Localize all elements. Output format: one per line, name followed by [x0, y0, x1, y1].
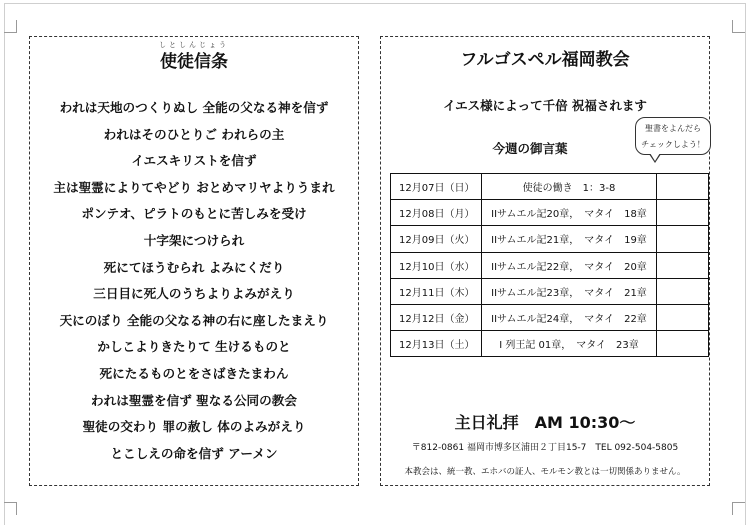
- creed-line: 十字架につけられ: [143, 232, 245, 248]
- creed-line: 聖徒の交わり 罪の赦し 体のよみがえり: [82, 419, 306, 435]
- date-cell: 12月13日（土）: [391, 331, 482, 357]
- check-cell: [657, 226, 709, 252]
- greeting: イエス様によって千倍 祝福されます: [443, 98, 647, 113]
- reading-cell: 使徒の働き 1：3-8: [481, 174, 656, 200]
- page-edge: [4, 3, 746, 4]
- table-row: [391, 200, 709, 226]
- bulletin-panel: [380, 36, 710, 486]
- weekly-word-title: 今週の御言葉: [492, 141, 568, 156]
- date-cell: 12月12日（金）: [391, 304, 482, 330]
- bubble-line: チェックしよう！: [641, 140, 705, 149]
- creed-title: 使徒信条: [160, 52, 228, 72]
- creed-text: [30, 95, 358, 467]
- creed-line: 死にてほうむられ よみにくだり: [103, 259, 285, 275]
- crop-mark: [732, 20, 745, 33]
- creed-line: 死にたるものとをさばきたまわん: [99, 365, 289, 381]
- service-time: 主日礼拝 AM 10:30～: [454, 413, 636, 432]
- reading-cell: IIサムエル記22章， マタイ 20章: [481, 252, 656, 278]
- check-cell: [657, 252, 709, 278]
- creed-title-ruby: しとしんじょう: [159, 41, 229, 49]
- page-edge: [4, 3, 5, 525]
- creed-line: とこしえの命を信ず アーメン: [110, 445, 278, 461]
- creed-line: 三日目に死人のうちよりよみがえり: [93, 286, 295, 302]
- date-cell: 12月07日（日）: [391, 174, 482, 200]
- check-cell: [657, 278, 709, 304]
- disclaimer: 本教会は、統一教、エホバの証人、モルモン教とは一切関係ありません。: [404, 467, 686, 477]
- creed-line: われは天地のつくりぬし 全能の父なる神を信ず: [59, 100, 329, 115]
- check-cell: [657, 200, 709, 226]
- date-cell: 12月08日（月）: [391, 200, 482, 226]
- church-name: フルゴスペル福岡教会: [460, 50, 630, 70]
- creed-line: 主は聖霊によりてやどり おとめマリヤよりうまれ: [53, 179, 335, 195]
- creed-line: われは聖霊を信ず 聖なる公同の教会: [91, 392, 297, 408]
- creed-panel: [29, 36, 359, 486]
- bubble-tail: [650, 153, 660, 161]
- reading-cell: IIサムエル記23章， マタイ 21章: [481, 278, 656, 304]
- check-cell: [657, 304, 709, 330]
- check-cell: [657, 331, 709, 357]
- date-cell: 12月11日（木）: [391, 278, 482, 304]
- speech-bubble: [635, 117, 711, 155]
- reading-cell: IIサムエル記24章， マタイ 22章: [481, 304, 656, 330]
- check-cell: [657, 174, 709, 200]
- crop-mark: [4, 502, 17, 515]
- creed-line: 天にのぼり 全能の父なる神の右に座したまえり: [59, 312, 329, 328]
- table-row: [391, 226, 709, 252]
- table-row: [391, 278, 709, 304]
- reading-cell: IIサムエル記20章， マタイ 18章: [481, 200, 656, 226]
- creed-line: ポンテオ、ピラトのもとに苦しみを受け: [81, 206, 307, 222]
- reading-cell: IIサムエル記21章， マタイ 19章: [481, 226, 656, 252]
- reading-schedule-table: [390, 173, 709, 357]
- table-row: [391, 174, 709, 200]
- creed-line: われはそのひとりご われらの主: [103, 126, 285, 142]
- crop-mark: [732, 502, 745, 515]
- church-address: 〒812-0861 福岡市博多区浦田２丁目15-7 TEL 092-504-5805: [411, 443, 679, 453]
- reading-cell: I 列王記 01章， マタイ 23章: [481, 331, 656, 357]
- creed-line: イエスキリストを信ず: [131, 153, 257, 169]
- date-cell: 12月09日（火）: [391, 226, 482, 252]
- crop-mark: [4, 20, 17, 33]
- bubble-line: 聖書をよんだら: [645, 124, 701, 133]
- table-row: [391, 331, 709, 357]
- table-row: [391, 252, 709, 278]
- table-row: [391, 304, 709, 330]
- page-edge: [745, 3, 746, 525]
- date-cell: 12月10日（水）: [391, 252, 482, 278]
- creed-line: かしこよりきたりて 生けるものと: [97, 339, 291, 355]
